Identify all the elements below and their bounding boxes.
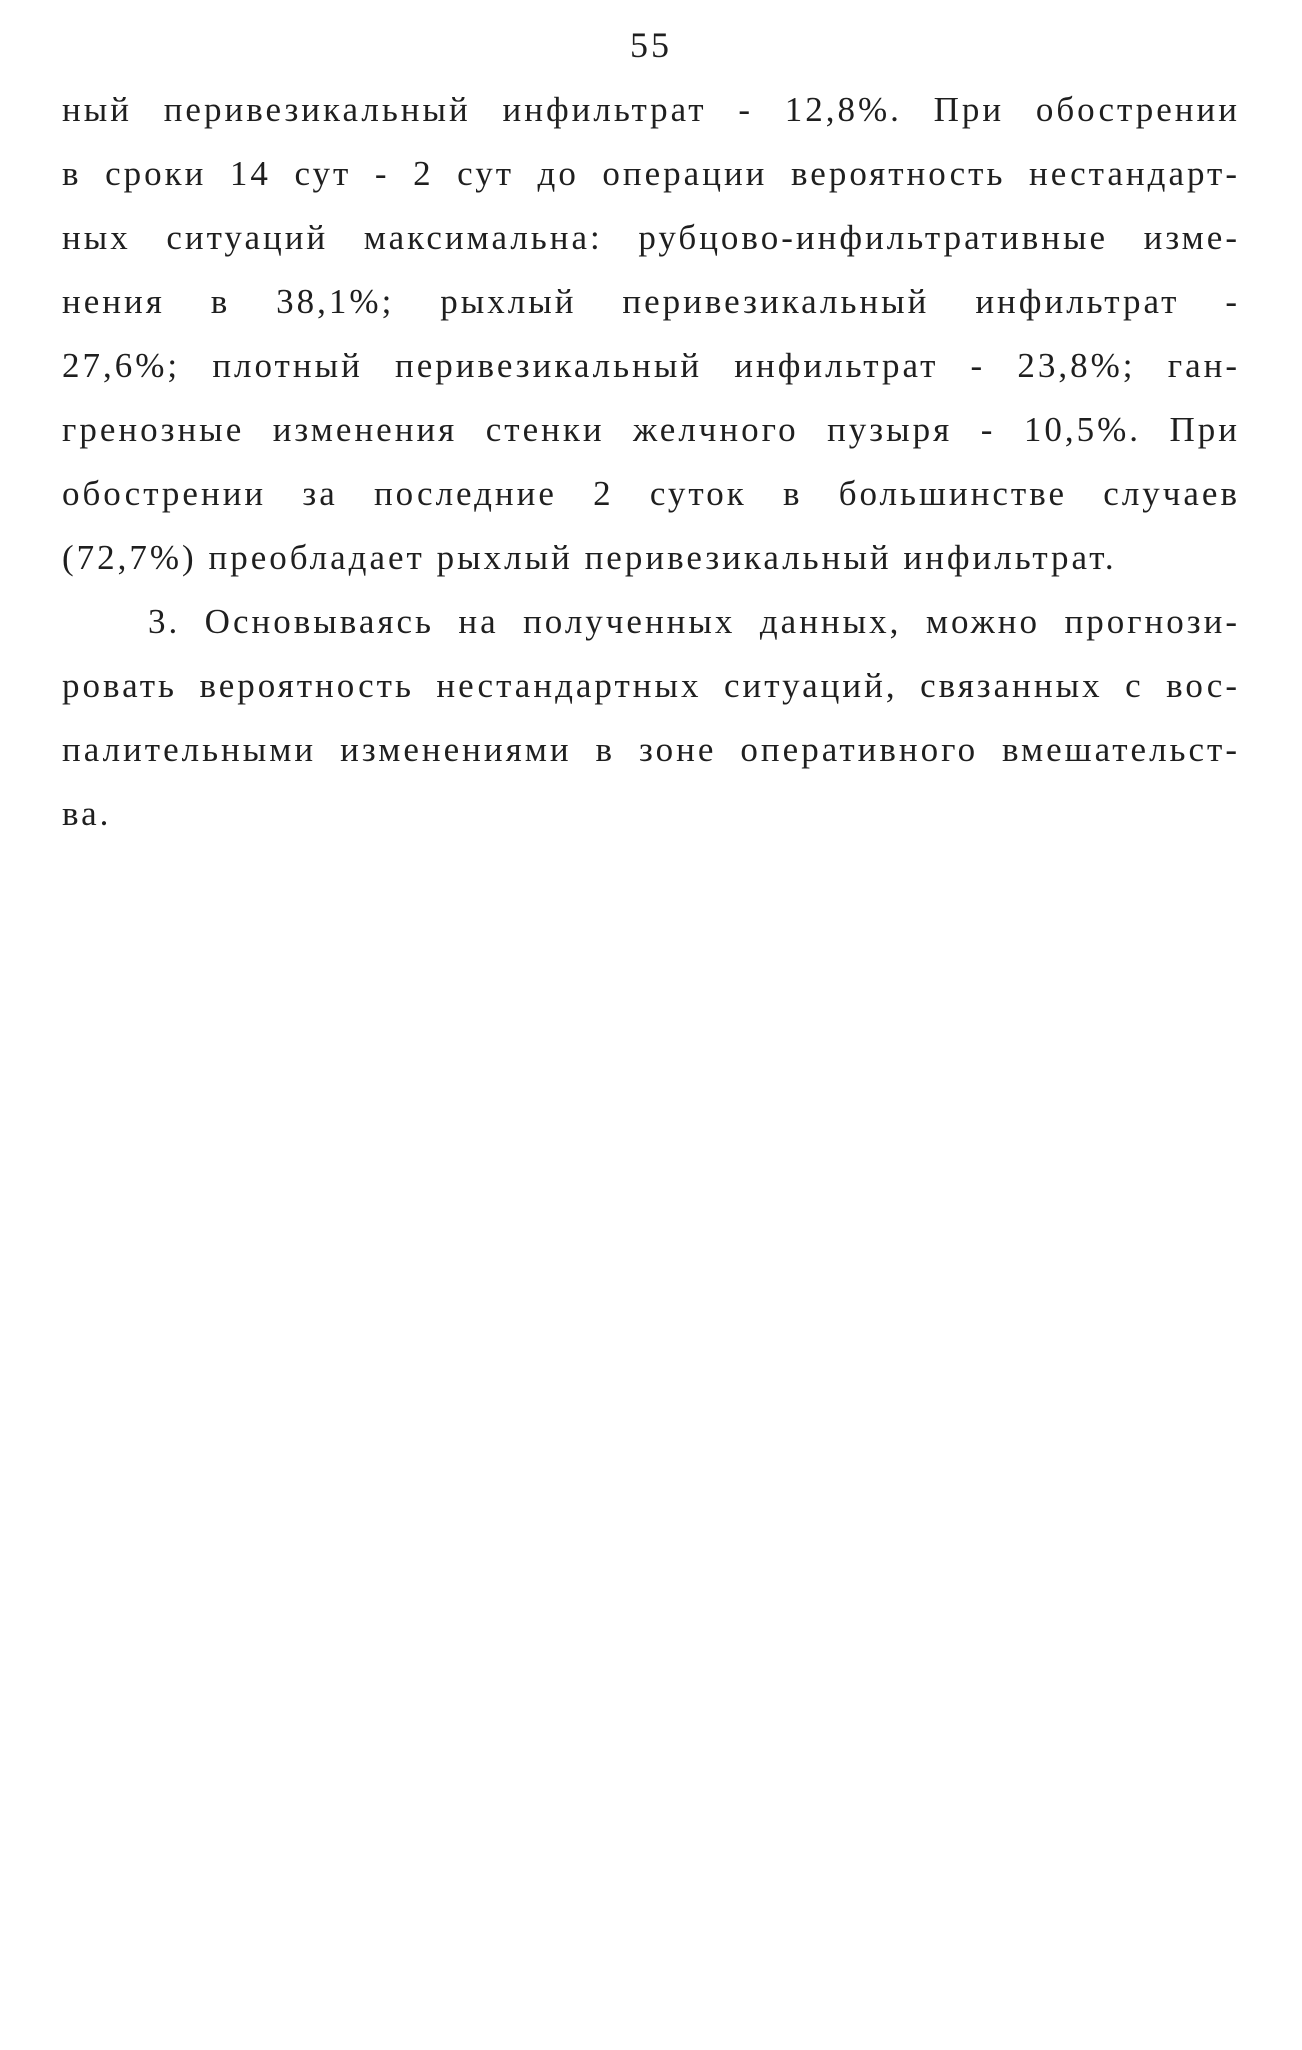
text-line: в сроки 14 сут - 2 сут до операции вероятность нестандарт-: [62, 154, 1240, 193]
text-line: ный перивезикальный инфильтрат - 12,8%. При обострении: [62, 90, 1240, 129]
text-line: нения в 38,1%; рыхлый перивезикальный инфильтрат -: [62, 282, 1240, 321]
paragraph-start-line: 3. Основываясь на полученных данных, можно прогнози-: [148, 602, 1240, 641]
text-line: (72,7%) преобладает рыхлый перивезикальный инфильтрат.: [62, 538, 1117, 577]
text-line: палительными изменениями в зоне оперативного вмешательст-: [62, 730, 1240, 769]
text-line: гренозные изменения стенки желчного пузыря - 10,5%. При: [62, 410, 1240, 449]
text-line: ва.: [62, 794, 112, 833]
text-line: обострении за последние 2 суток в большинстве случаев: [62, 474, 1240, 513]
page-number: 55: [630, 25, 672, 65]
body-text: [62, 78, 1240, 846]
text-line: 27,6%; плотный перивезикальный инфильтрат - 23,8%; ган-: [62, 346, 1240, 385]
text-line: ных ситуаций максимальна: рубцово-инфильтративные изме-: [62, 218, 1240, 257]
text-line: ровать вероятность нестандартных ситуаций, связанных с вос-: [62, 666, 1240, 705]
